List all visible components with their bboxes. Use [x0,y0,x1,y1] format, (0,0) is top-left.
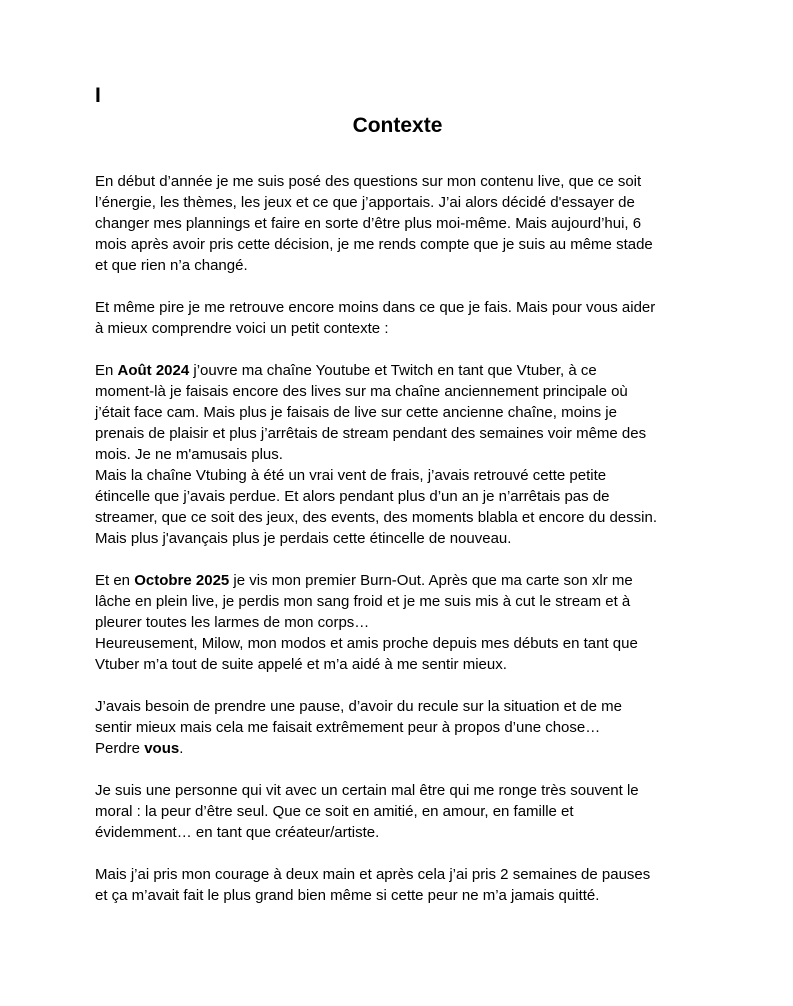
text-line [95,486,700,507]
text-segment: mois. Je ne m'amusais plus. [95,446,283,463]
text-segment: j’était face cam. Mais plus je faisais de live sur cette ancienne chaîne, moins je [95,404,617,421]
text-line: Et même pire je me retrouve encore moins dans ce que je fais. Mais pour vous aider [95,299,656,316]
text-segment: Heureusement, Milow, mon modos et amis proche depuis mes débuts en tant que [95,635,638,652]
text-line [95,633,700,654]
text-line: évidemment… en tant que créateur/artiste. [95,824,380,841]
text-line [95,654,700,675]
text-segment: Perdre [95,740,145,757]
text-line [95,402,700,423]
bold-emphasis: Octobre 2025 [134,572,230,589]
paragraph [95,864,700,906]
document-page [95,84,700,927]
text-line [95,423,700,444]
text-segment: pleurer toutes les larmes de mon corps… [95,614,370,631]
text-line: Je suis une personne qui vit avec un certain mal être qui me ronge très souvent le [95,782,639,799]
paragraph [95,360,700,549]
text-line [95,738,700,759]
text-segment: . [179,740,184,757]
text-line: et que rien n’a changé. [95,257,248,274]
text-line [95,381,700,402]
paragraph [95,780,700,843]
bold-emphasis: Août 2024 [117,362,190,379]
paragraph [95,696,700,759]
text-line: En début d’année je me suis posé des questions sur mon contenu live, que ce soit [95,173,642,190]
text-segment: étincelle que j’avais perdue. Et alors pendant plus d’un an je n’arrêtais pas de [95,488,610,505]
paragraph [95,297,700,339]
text-line [95,717,700,738]
text-segment: J’avais besoin de prendre une pause, d’avoir du recule sur la situation et de me [95,698,622,715]
text-line [95,570,700,591]
text-line: moral : la peur d’être seul. Que ce soit en amitié, en amour, en famille et [95,803,574,820]
paragraph [95,171,700,276]
chapter-marker: I [95,84,101,107]
paragraph [95,570,700,675]
text-line: mois après avoir pris cette décision, je me rends compte que je suis au même stade [95,236,653,253]
text-line: et ça m’avait fait le plus grand bien même si cette peur ne m’a jamais quitté. [95,887,600,904]
text-segment: Vtuber m’a tout de suite appelé et m’a aidé à me sentir mieux. [95,656,507,673]
text-segment: En [95,362,118,379]
text-line [95,612,700,633]
text-segment: Et en [95,572,135,589]
text-line [95,591,700,612]
text-line: changer mes plannings et faire en sorte d’être plus moi-même. Mais aujourd’hui, 6 [95,215,642,232]
text-line [95,360,700,381]
text-line: Mais j’ai pris mon courage à deux main et après cela j’ai pris 2 semaines de pauses [95,866,651,883]
text-line [95,507,700,528]
text-line: à mieux comprendre voici un petit contexte : [95,320,389,337]
text-segment: moment-là je faisais encore des lives sur ma chaîne anciennement principale où [95,383,628,400]
text-line [95,696,700,717]
text-segment: lâche en plein live, je perdis mon sang froid et je me suis mis à cut le stream et à [95,593,631,610]
body-text [95,171,700,906]
text-segment: streamer, que ce soit des jeux, des events, des moments blabla et encore du dessin. [95,509,657,526]
text-segment: j’ouvre ma chaîne Youtube et Twitch en tant que Vtuber, à ce [189,362,597,379]
text-line [95,444,700,465]
text-segment: Mais la chaîne Vtubing à été un vrai vent de frais, j’avais retrouvé cette petite [95,467,607,484]
text-segment: prenais de plaisir et plus j’arrêtais de stream pendant des semaines voir même des [95,425,647,442]
text-line: l’énergie, les thèmes, les jeux et ce que j’apportais. J’ai alors décidé d'essayer de [95,194,635,211]
bold-emphasis: vous [144,740,180,757]
text-segment: sentir mieux mais cela me faisait extrêmement peur à propos d’une chose… [95,719,601,736]
text-line [95,528,700,549]
page-title: Contexte [352,114,443,137]
text-segment: je vis mon premier Burn-Out. Après que ma carte son xlr me [229,572,633,589]
text-line [95,465,700,486]
text-segment: Mais plus j'avançais plus je perdais cette étincelle de nouveau. [95,530,512,547]
